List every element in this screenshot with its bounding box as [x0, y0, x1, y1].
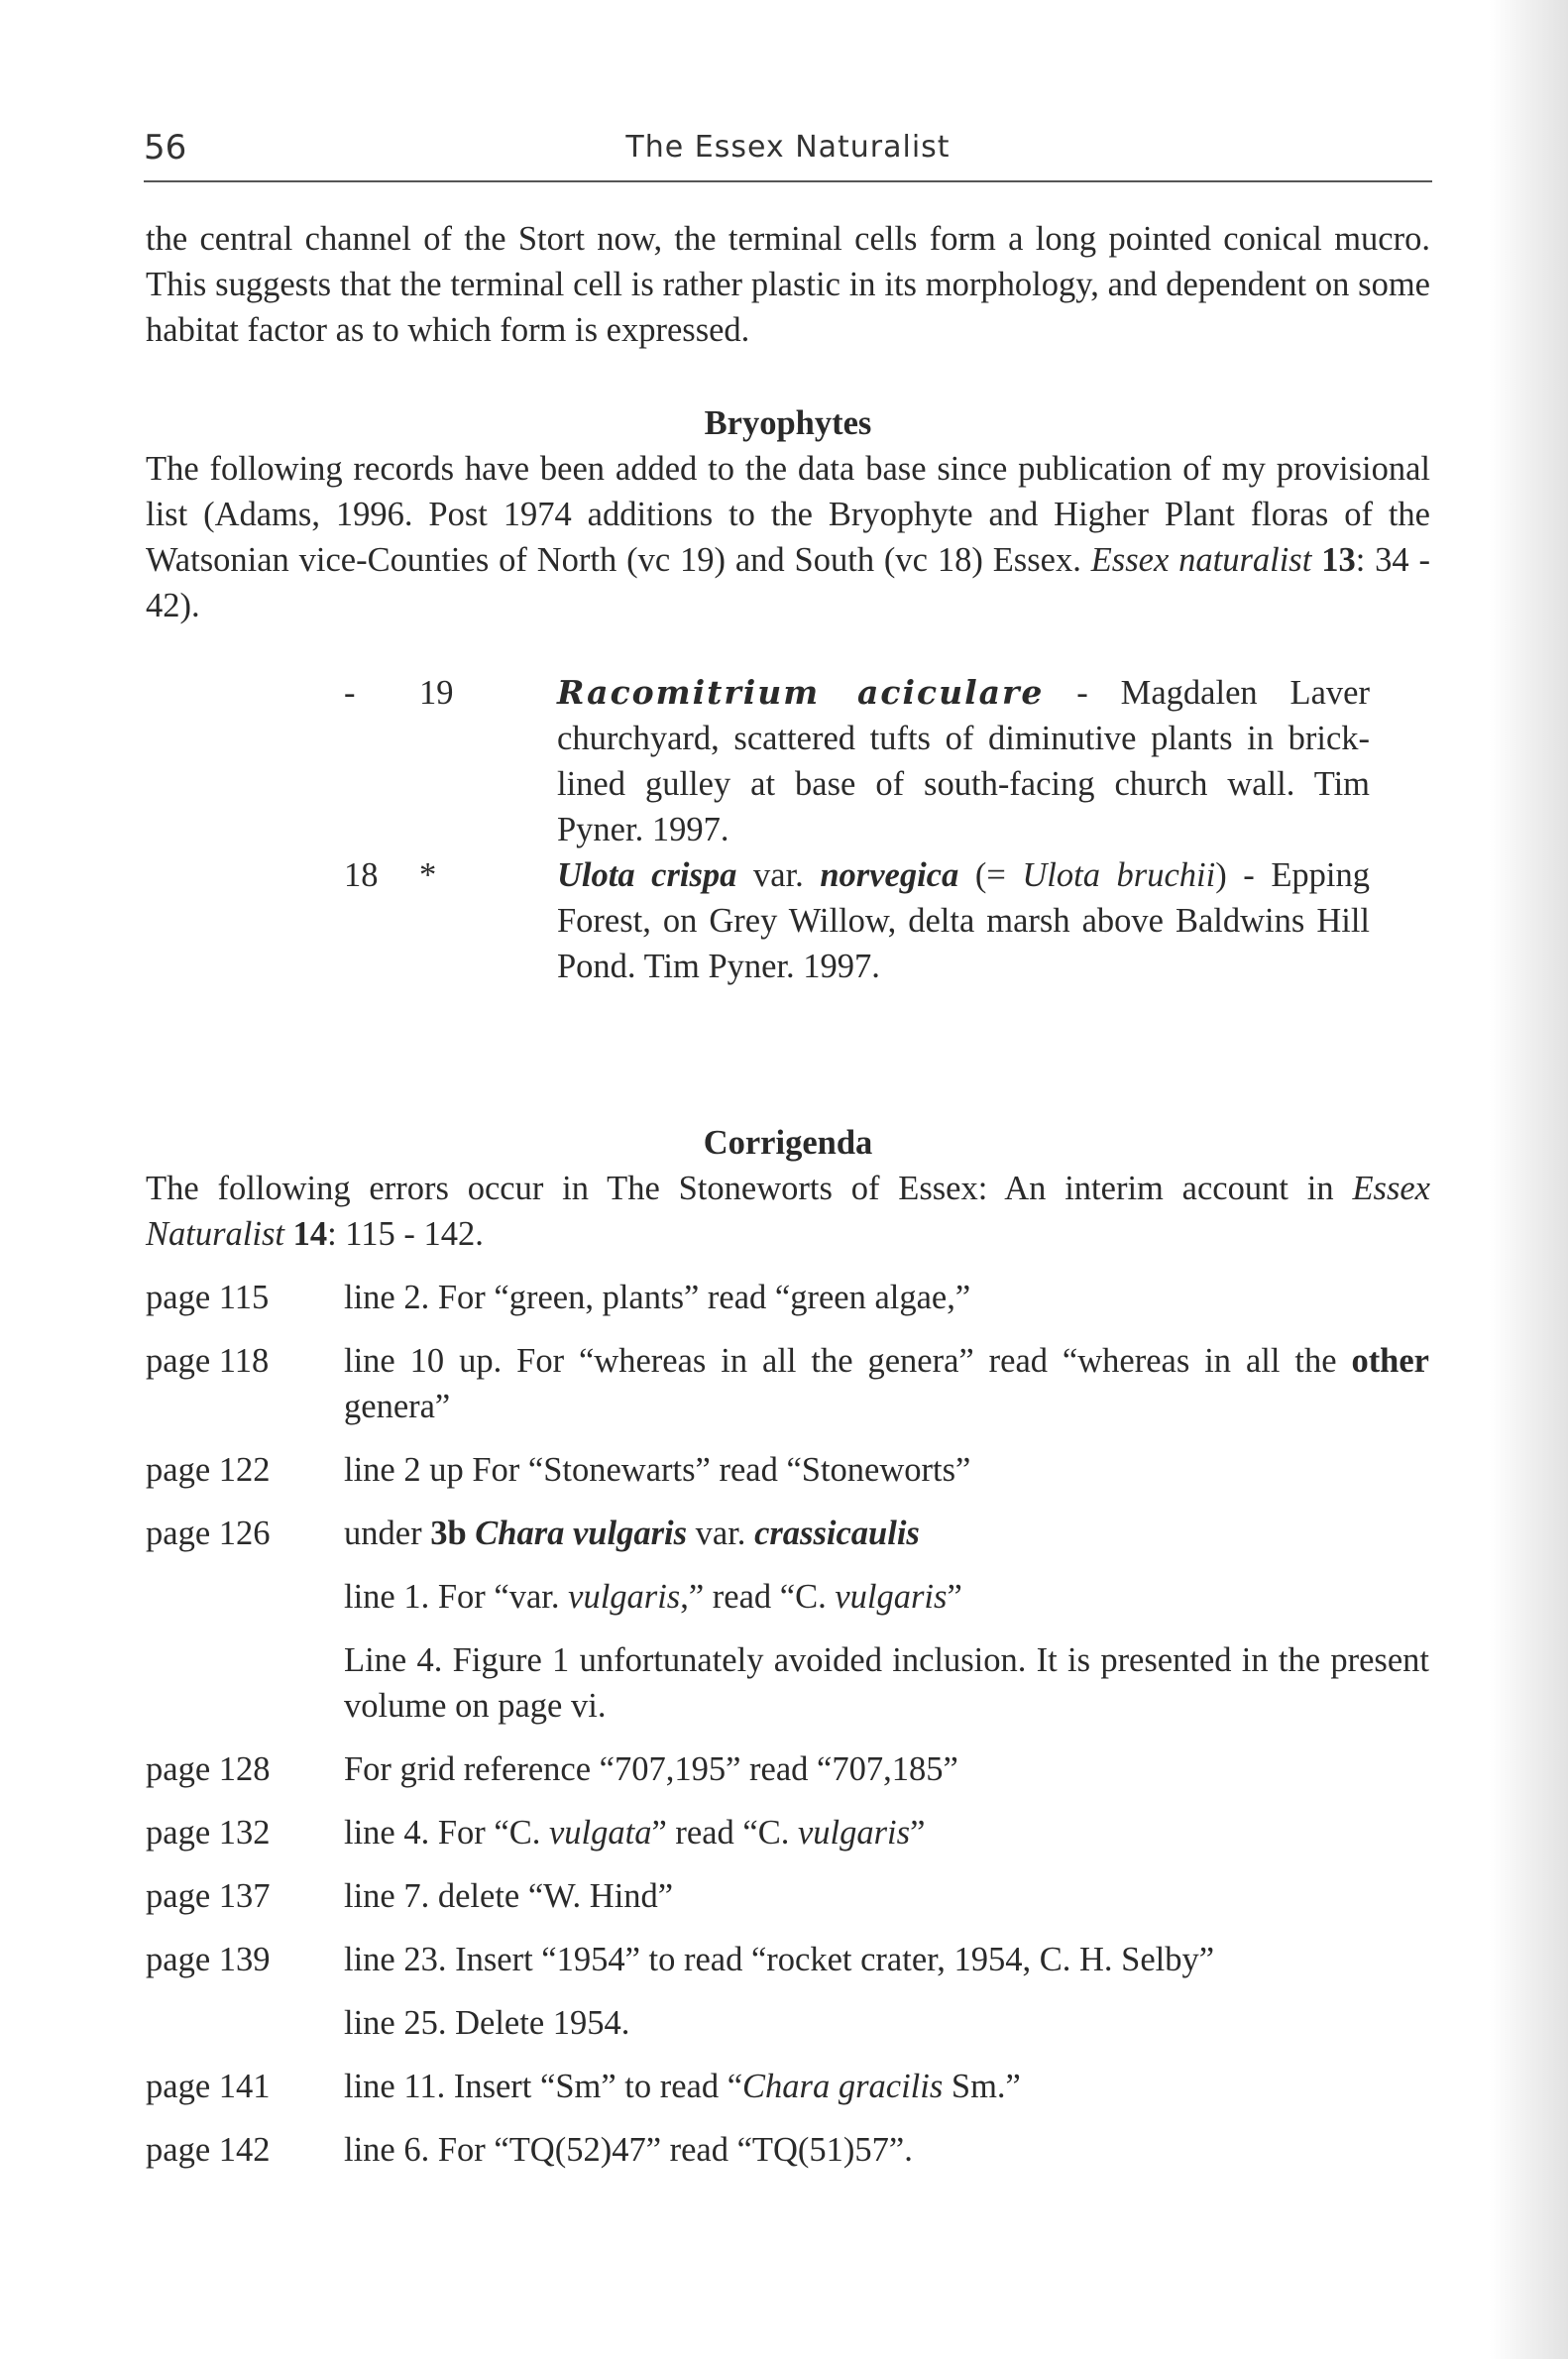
corrigenda-item: [146, 1338, 1430, 1429]
corr-text: [344, 1810, 1429, 1855]
record-racomitrium: [146, 670, 1430, 852]
corr-text-part: ” read “C.: [651, 1814, 798, 1852]
record-ulota: [146, 852, 1430, 989]
species-name: Racomitrium aciculare: [557, 673, 1045, 712]
bryophytes-heading: Bryophytes: [704, 404, 872, 442]
intro-paragraph: the central channel of the Stort now, the terminal cells form a long pointed conical mucro. This suggests that the terminal cell is rather plastic in its morphology, and dependent on some habitat factor as to which form is expressed.: [146, 220, 1430, 349]
corr-text-part: [467, 1515, 476, 1552]
corrigenda-item: [146, 1447, 1430, 1493]
corr-species: Chara vulgaris: [475, 1515, 688, 1552]
corr-text-italic: vulgaris: [835, 1578, 948, 1616]
bryophytes-text: The following records have been added to the data base since publication of my provisional list (Adams, 1996. Post 1974 additions to the Bryophyte and Higher Plant floras of the Watsonian vice-Counties of North (vc 19) and South (vc 18) Essex.: [146, 450, 1430, 579]
corr-text-italic: vulgaris: [797, 1814, 911, 1852]
corr-page: page 118: [146, 1342, 270, 1380]
corr-text: line 23. Insert “1954” to read “rocket crater, 1954, C. H. Selby”: [344, 1941, 1215, 1978]
corrigenda-item: [146, 1511, 1430, 1556]
corr-text: Line 4. Figure 1 unfortunately avoided inclusion. It is presented in the present volume on page vi.: [344, 1641, 1429, 1725]
corr-variety: crassicaulis: [754, 1515, 920, 1552]
corr-page: page 142: [146, 2131, 271, 2169]
volume-number: 14: [283, 1215, 328, 1253]
corr-text-part: under: [344, 1515, 431, 1552]
corr-text-bold: other: [1351, 1342, 1429, 1380]
corrigenda-item: [146, 1810, 1430, 1855]
corr-page: page 141: [146, 2068, 271, 2105]
corrigenda-item: [146, 1275, 1430, 1320]
corrigenda-item: [146, 1937, 1430, 1982]
corr-text: [344, 1338, 1429, 1429]
corr-text-part: ”: [910, 1814, 926, 1852]
vc18-marker: 18: [344, 856, 379, 894]
corr-text: [344, 2064, 1429, 2109]
corr-text: line 2. For “green, plants” read “green algae,”: [344, 1279, 971, 1316]
page-range: : 34 - 42).: [146, 541, 1431, 624]
synonym-name: Ulota bruchii: [1022, 856, 1216, 894]
corrigenda-item: [146, 1637, 1430, 1729]
corr-text: For grid reference “707,195” read “707,185”: [344, 1750, 958, 1788]
corr-text-part: line 11. Insert “Sm” to read “: [344, 2068, 743, 2105]
corr-page: page 139: [146, 1941, 271, 1978]
corrigenda-item: [146, 2064, 1430, 2109]
corrigenda-text: The following errors occur in The Stoneworts of Essex: An interim account in: [146, 1170, 1353, 1207]
corrigenda-list: [146, 1275, 1430, 2173]
rank-label: var.: [736, 856, 821, 894]
synonym-open: (=: [958, 856, 1023, 894]
variety-name: norvegica: [820, 856, 959, 894]
header-rule: [144, 180, 1432, 182]
corr-page: page 132: [146, 1814, 271, 1852]
corr-page: page 122: [146, 1451, 271, 1489]
corr-page: page 128: [146, 1750, 271, 1788]
corr-page: page 115: [146, 1279, 270, 1316]
corr-text-part: line 1. For “var.: [344, 1578, 569, 1616]
corr-text: line 6. For “TQ(52)47” read “TQ(51)57”.: [344, 2131, 913, 2169]
volume-number: 13: [1311, 541, 1356, 579]
corrigenda-item: [146, 2000, 1430, 2046]
corrigenda-intro: [146, 1166, 1430, 1257]
corr-text-part: ,” read “C.: [680, 1578, 836, 1616]
corrigenda-item: [146, 1873, 1430, 1919]
corr-page: [146, 1637, 344, 1729]
corr-page: page 137: [146, 1877, 271, 1915]
corr-text: [344, 1574, 1429, 1620]
journal-citation: Essex Naturalist: [146, 1170, 1430, 1253]
corr-text-part: line 4. For “C.: [344, 1814, 549, 1852]
vc19-marker: 19: [419, 674, 454, 712]
page-range: : 115 - 142.: [327, 1215, 484, 1253]
journal-title: The Essex Naturalist: [625, 130, 951, 165]
corr-page: page 126: [146, 1515, 271, 1552]
corr-page: [146, 2000, 344, 2046]
vc18-marker: -: [344, 674, 356, 712]
corr-text-italic: vulgaris: [568, 1578, 681, 1616]
vc19-marker: *: [419, 856, 437, 894]
corr-text-italic: vulgata: [548, 1814, 652, 1852]
page-number: 56: [144, 128, 187, 168]
record-text: [557, 670, 1370, 852]
corr-text-bold: 3b: [430, 1515, 467, 1552]
corr-text-part: var.: [687, 1515, 755, 1552]
corr-text: line 2 up For “Stonewarts” read “Stoneworts”: [344, 1451, 971, 1489]
record-details: ) - Epping Forest, on Grey Willow, delta marsh above Baldwins Hill Pond. Tim Pyner. 1997.: [557, 856, 1370, 985]
corr-text: line 7. delete “W. Hind”: [344, 1877, 674, 1915]
corrigenda-item: [146, 1574, 1430, 1620]
corrigenda-item: [146, 1746, 1430, 1792]
corr-text: [344, 1511, 1429, 1556]
bryophyte-records: [146, 670, 1430, 989]
corr-text-italic: Chara gracilis: [742, 2068, 944, 2105]
corr-page: [146, 1574, 344, 1620]
journal-citation: Essex naturalist: [1090, 541, 1312, 579]
species-name: Ulota crispa: [557, 856, 737, 894]
corr-text-part: line 10 up. For “whereas in all the genera” read “whereas in all the: [344, 1342, 1352, 1380]
record-details: - Magdalen Laver churchyard, scattered tufts of diminutive plants in brick-lined gulley at base of south-facing church wall. Tim Pyner. 1997.: [557, 674, 1370, 848]
corr-text-part: Sm.”: [943, 2068, 1021, 2105]
record-text: [557, 852, 1370, 989]
corrigenda-item: [146, 2127, 1430, 2173]
corrigenda-heading: Corrigenda: [703, 1124, 873, 1162]
corr-text-part: genera”: [344, 1388, 451, 1425]
page-body: [146, 216, 1430, 2173]
corr-text: line 25. Delete 1954.: [344, 2004, 630, 2042]
corr-text-part: ”: [947, 1578, 962, 1616]
bryophytes-paragraph: [146, 446, 1430, 628]
running-header: [144, 124, 1432, 178]
